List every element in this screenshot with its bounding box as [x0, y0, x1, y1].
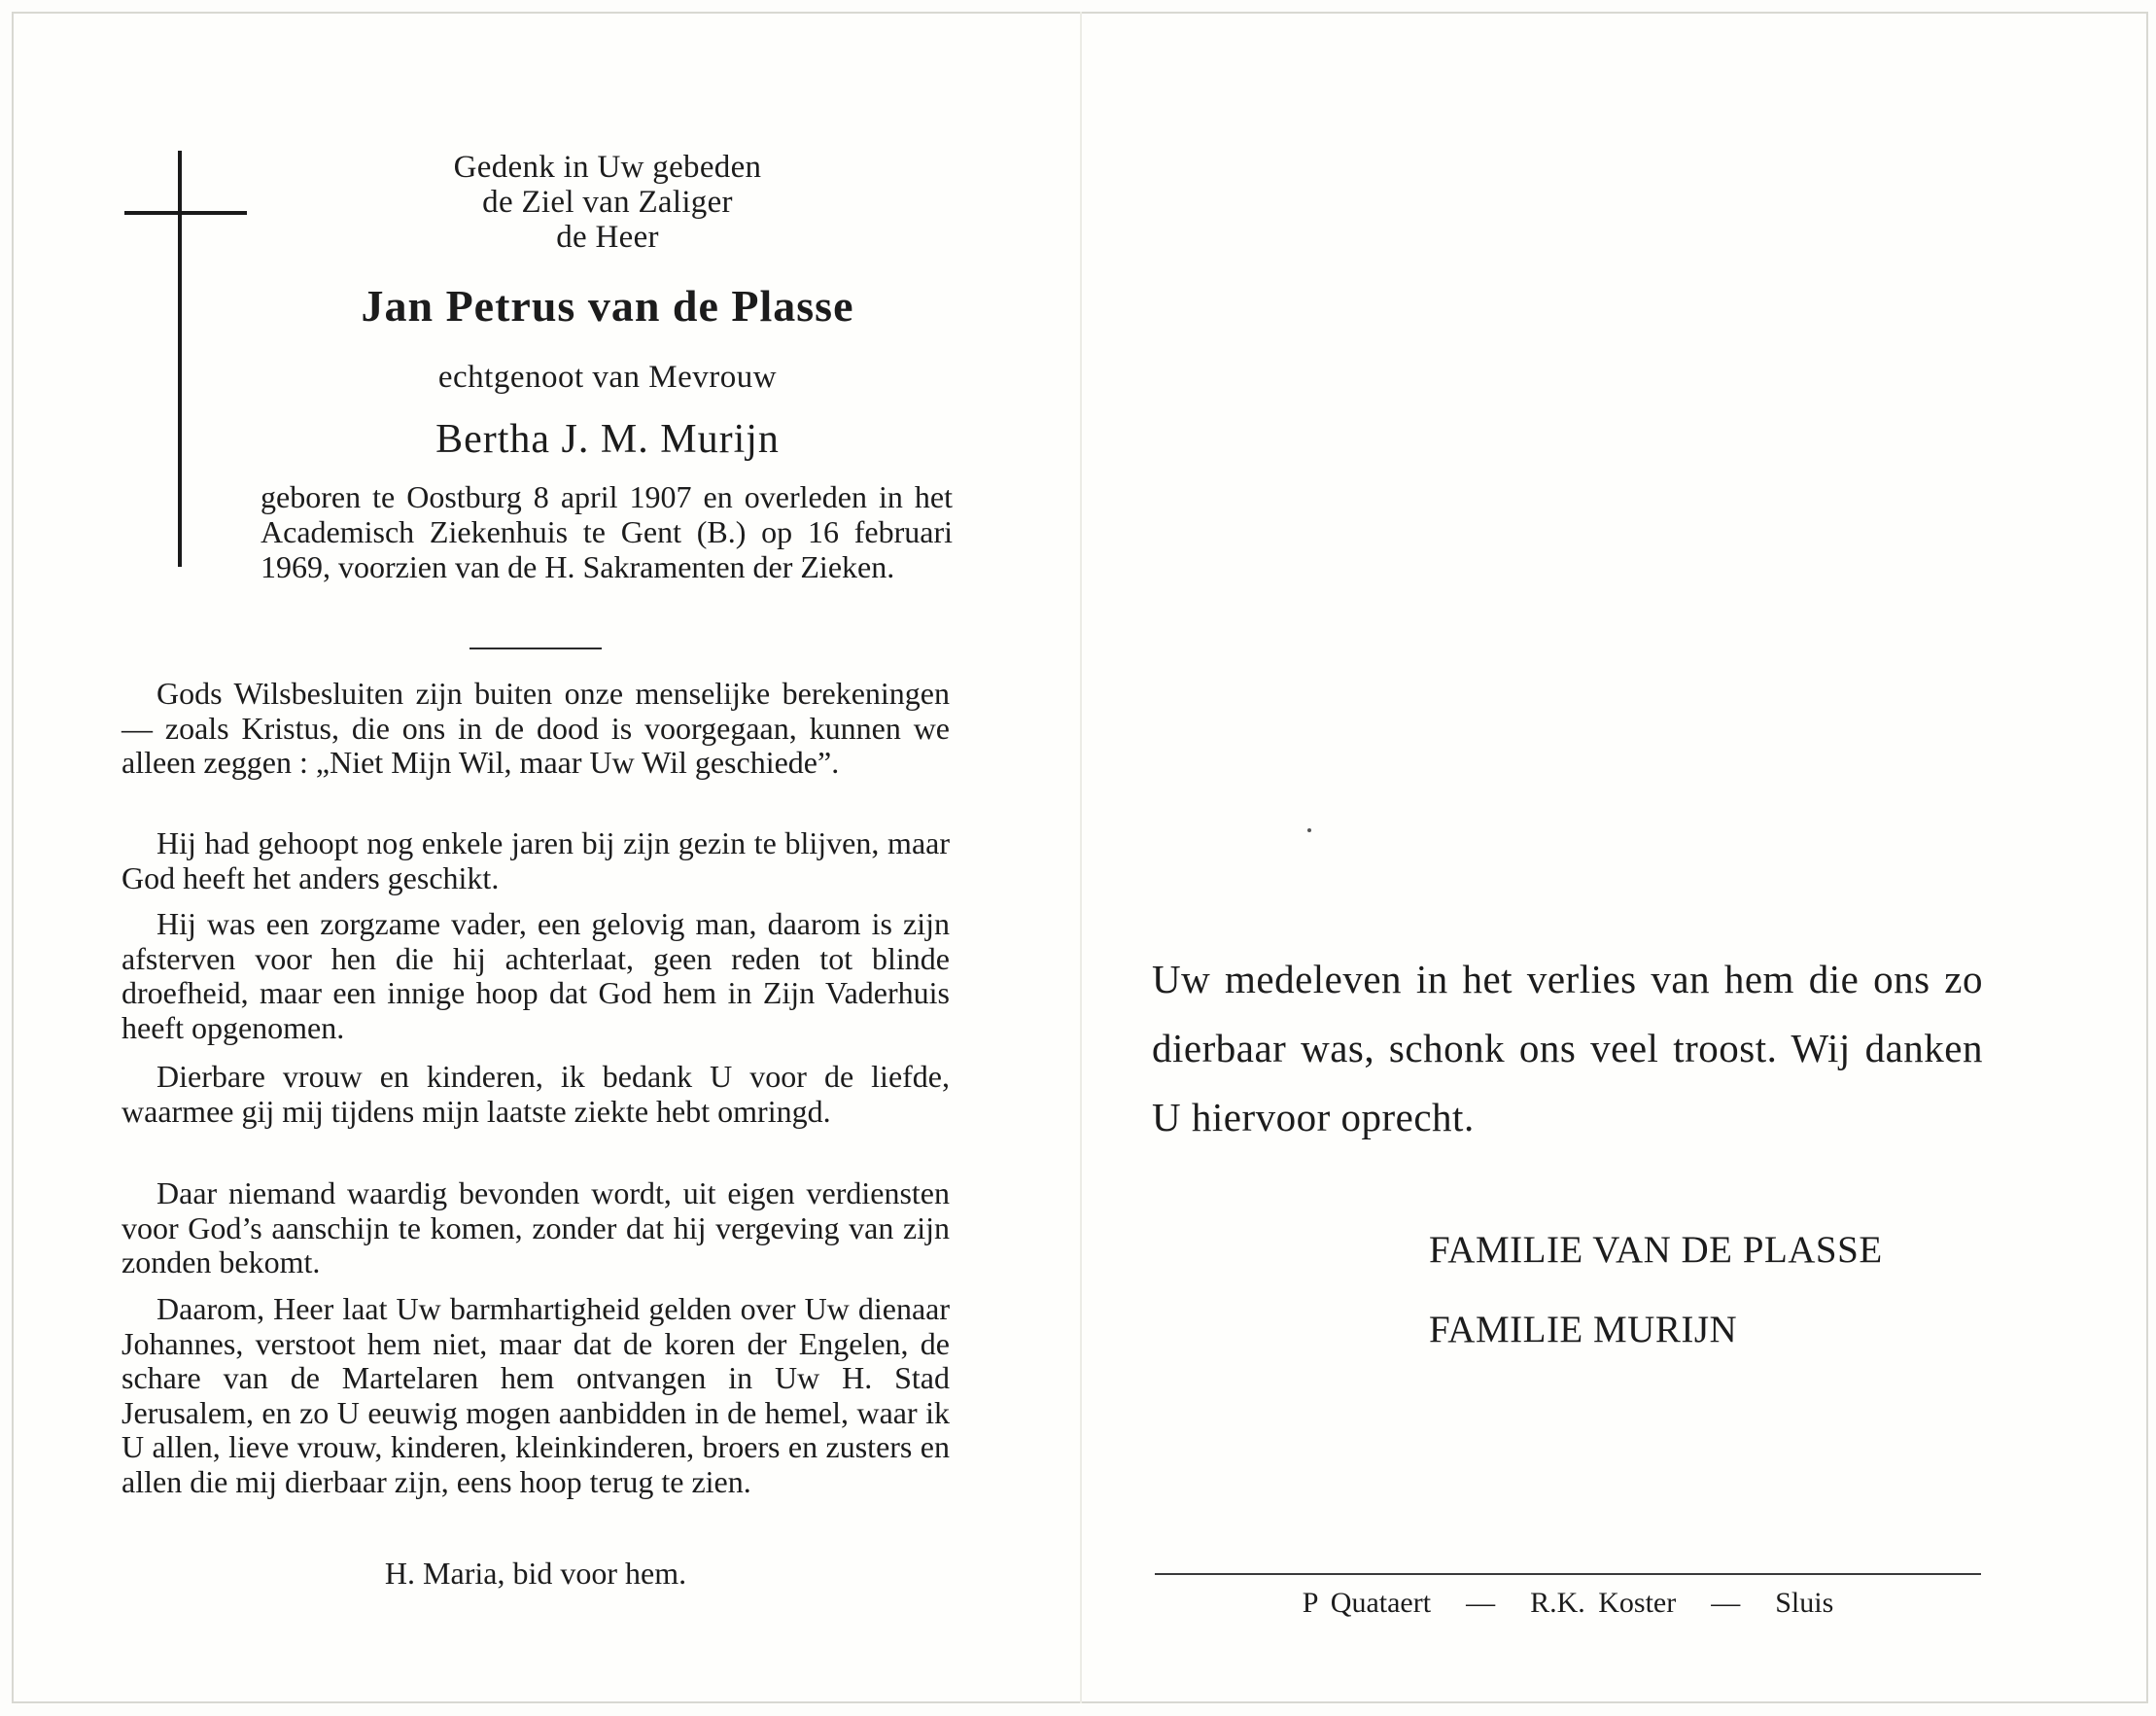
right-panel: [1081, 12, 2148, 1703]
family-signature-1: FAMILIE VAN DE PLASSE: [1429, 1229, 1883, 1271]
paragraph-5: Daar niemand waardig bevonden wordt, uit eigen verdiensten voor God’s aanschijn te komen, zonder dat hij vergeving van zijn zonden bekomt.: [122, 1175, 950, 1279]
cross-icon-horizontal: [124, 211, 247, 215]
printer-place: Sluis: [1775, 1587, 1834, 1619]
paragraph-2: Hij had gehoopt nog enkele jaren bij zijn gezin te blijven, maar God heeft het anders geschikt.: [122, 825, 950, 895]
spouse-name: Bertha J. M. Murijn: [435, 417, 780, 462]
printer-rule: [1155, 1573, 1981, 1575]
paragraph-3: Hij was een zorgzame vader, een gelovig man, daarom is zijn afsterven voor hen die hij achterlaat, geen reden tot blinde droefheid, maar een innige hoop dat God hem in Zijn Vaderhuis heeft opgenomen.: [122, 906, 950, 1045]
thanks-message: Uw medeleven in het verlies van hem die ons zo dierbaar was, schonk ons veel troost. Wij danken U hiervoor oprecht.: [1152, 957, 1983, 1139]
header-line-2: de Ziel van Zaliger: [482, 185, 733, 220]
printer-company: R.K. Koster: [1530, 1587, 1677, 1619]
paragraph-1: Gods Wilsbesluiten zijn buiten onze menselijke berekeningen — zoals Kristus, die ons in de dood is voorgegaan, kunnen we alleen zeggen : „Niet Mijn Wil, maar Uw Wil geschiede”.: [122, 676, 950, 780]
fold-line: [1080, 12, 1082, 1703]
printer-separator-1: —: [1466, 1587, 1496, 1619]
biography: geboren te Oostburg 8 april 1907 en overleden in het Academisch Ziekenhuis te Gent (B.) op 16 februari 1969, voorzien van de H. Sakramenten der Zieken.: [261, 479, 953, 584]
header-line-3: de Heer: [556, 220, 659, 255]
paragraph-6: Daarom, Heer laat Uw barmhartigheid gelden over Uw dienaar Johannes, verstoot hem niet, maar dat de koren der Engelen, de schare van de Martelaren hem ontvangen in Uw H. Stad Jerusalem, en zo U eeuwig mogen aanbidden in de hemel, waar ik U allen, lieve vrouw, kinderen, kleinkinderen, broers en zusters en allen die mij dierbaar zijn, eens hoop terug te zien.: [122, 1291, 950, 1499]
header-block: [389, 150, 826, 255]
printer-name: P Quataert: [1302, 1587, 1432, 1619]
speck: [1307, 828, 1311, 832]
printer-separator-2: —: [1711, 1587, 1741, 1619]
paragraph-4: Dierbare vrouw en kinderen, ik bedank U voor de liefde, waarmee gij mij tijdens mijn laatste ziekte hebt omringd.: [122, 1059, 950, 1129]
header-line-1: Gedenk in Uw gebeden: [453, 150, 762, 185]
deceased-name: Jan Petrus van de Plasse: [361, 281, 854, 331]
family-signature-2: FAMILIE MURIJN: [1429, 1309, 1738, 1350]
closing-prayer: H. Maria, bid voor hem.: [384, 1556, 687, 1591]
spouse-label: echtgenoot van Mevrouw: [437, 360, 778, 395]
divider: [469, 648, 602, 649]
printer-line: [1155, 1587, 1981, 1620]
